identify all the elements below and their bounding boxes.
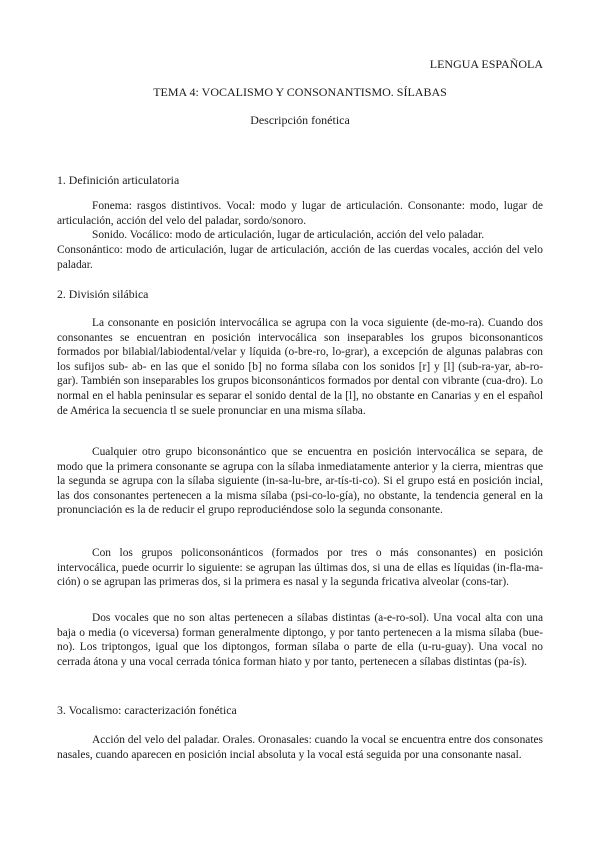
subtitle: Descripción fonética — [250, 113, 350, 127]
paragraph: Fonema: rasgos distintivos. Vocal: modo y lugar de articulación. Consonante: modo, lugar de articulación, acción del velo del paladar, sordo/sonoro. — [57, 200, 543, 227]
paragraph: Dos vocales que no son altas pertenecen a sílabas distintas (a-e-ro-sol). Una vocal alta con una baja o media (o viceversa) forman generalmente diptongo, y por tanto pertenecen a la misma sílaba (bue-no). Los triptongos, igual que los diptongos, forman sílaba o parte de ella (u-ru-guay). Una vocal no cerrada átona y una vocal cerrada tónica forman hiato y por tanto, pertenecen a sílabas distintas (pa-ís). — [57, 612, 543, 668]
paragraph: Con los grupos policonsonánticos (formados por tres o más consonantes) en posición intervocálica, puede ocurrir lo siguiente: se agrupan las últimas dos, si una de ellas es líquidas (in-fla-ma-ción) o se agrupan las primeras dos, si la primera es nasal y la segunda fricativa alveolar (cons-tar). — [57, 547, 543, 589]
section-heading: 2. División silábica — [57, 287, 149, 301]
paragraph: Acción del velo del paladar. Orales. Oronasales: cuando la vocal se encuentra entre dos consonates nasales, cuando aparecen en posición incial absoluta y la vocal está seguida por una consonante nasal. — [57, 734, 543, 761]
topic-title: TEMA 4: VOCALISMO Y CONSONANTISMO. SÍLABAS — [153, 85, 447, 99]
course-title: LENGUA ESPAÑOLA — [429, 57, 543, 71]
section-heading: 3. Vocalismo: caracterización fonética — [57, 703, 237, 717]
section-heading: 1. Definición articulatoria — [57, 173, 180, 187]
paragraph: Cualquier otro grupo biconsonántico que se encuentra en posición intervocálica se separa, de modo que la primera consonante se agrupa con la sílaba inmediatamente anterior y la cierra, mientras que la segunda se agrupa con la sílaba siguiente (in-sa-lu-bre, ar-tís-ti-co). Si el grupo está en posición incial, las dos consonantes pertenecen a la misma sílaba (psi-co-lo-gía), no obstante, la tendencia general en la pronunciación es la de reducir el grupo reproduciéndose solo la segunda consonante. — [57, 446, 543, 517]
paragraph: La consonante en posición intervocálica se agrupa con la voca siguiente (de-mo-ra). Cuando dos consonantes se encuentran en posición intervocálica son inseparables los grupos biconsonanticos formados por bilabial/labiodental/velar y líquida (o-bre-ro, lo-grar), a excepción de algunas palabras con los sufijos sub- ab- en las que el sonido [b] no forma sílaba con los sonidos [r] y [l] (sub-ra-yar, ab-ro-gar). También son inseparables los grupos biconsonánticos formados por dental con vibrante (cua-dro). Lo normal en el habla peninsular es separar el sonido dental de la [l], no obstante en Canarias y en el español de América la secuencia tl se suele pronunciar en una misma sílaba. — [57, 317, 543, 417]
paragraph: Consonántico: modo de articulación, lugar de articulación, acción de las cuerdas vocales, acción del velo paladar. — [57, 244, 543, 271]
paragraph: Sonido. Vocálico: modo de articulación, lugar de articulación, acción del velo paladar. — [92, 229, 485, 241]
